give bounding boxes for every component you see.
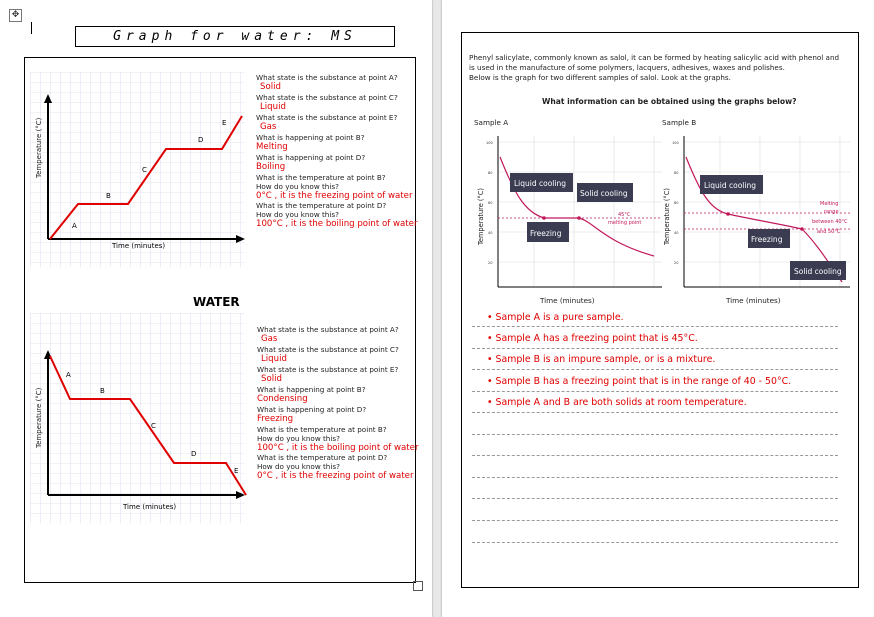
question: What state is the substance at point A?: [256, 73, 398, 82]
y-tick: 40: [674, 231, 679, 235]
answer: 0°C , it is the freezing point of water: [256, 191, 413, 201]
liquid-cooling-label: Liquid cooling: [514, 179, 566, 188]
answer-text: Sample B is an impure sample, or is a mixture.: [495, 354, 716, 365]
task-question: What information can be obtained using the graphs below?: [542, 97, 797, 106]
graph1-questions: [256, 73, 417, 229]
y-tick: 80: [488, 171, 493, 175]
answer: Solid: [261, 374, 282, 384]
answer: 100°C , it is the boiling point of water: [256, 219, 418, 229]
answer: Solid: [260, 82, 281, 92]
intro-line: Below is the graph for two different samples of salol. Look at the graphs.: [469, 73, 731, 82]
y-axis-label: Temperature (°C): [35, 387, 43, 448]
question: What state is the substance at point A?: [257, 325, 399, 334]
answer-item: • Sample A has a freezing point that is 45°C.: [487, 333, 698, 344]
answer: Gas: [260, 122, 277, 132]
question: What state is the substance at point C?: [256, 93, 398, 102]
text-cursor: [31, 22, 32, 34]
content-frame: [461, 32, 859, 588]
x-axis-label: Time (minutes): [112, 242, 166, 250]
move-handle-icon[interactable]: ✥: [9, 9, 22, 22]
answer: 100°C , it is the boiling point of water: [257, 443, 419, 453]
point-b-label: B: [100, 387, 105, 395]
graph2-questions: [257, 325, 418, 481]
question: What is the temperature at point B?: [256, 173, 386, 182]
question: What is happening at point D?: [256, 153, 366, 162]
question: What state is the substance at point E?: [257, 365, 399, 374]
answer-item: • Sample B has a freezing point that is in the range of 40 - 50°C.: [487, 376, 792, 387]
answer-text: Sample B has a freezing point that is in the range of 40 - 50°C.: [495, 376, 792, 387]
intro-line: is used in the manufacture of some polymers, lacquers, adhesives, waxes and polishes.: [469, 63, 785, 72]
point-b-label: B: [106, 192, 111, 200]
question: What is the temperature at point D?: [257, 453, 388, 462]
answer-text: Sample A has a freezing point that is 45°C.: [495, 333, 698, 344]
melting-range-label: range: [824, 209, 839, 215]
worksheet-page-1: [0, 0, 432, 617]
question: What is happening at point B?: [256, 133, 365, 142]
cooling-graph: [30, 313, 245, 523]
y-tick: 40: [488, 231, 493, 235]
liquid-cooling-label: Liquid cooling: [704, 181, 756, 190]
y-axis-label: Temperature (°C): [663, 188, 671, 245]
point-d-label: D: [191, 450, 197, 458]
question: How do you know this?: [256, 210, 339, 219]
y-tick: 60: [674, 201, 679, 205]
answer: Melting: [256, 142, 288, 152]
sample-a-title: Sample A: [474, 118, 509, 127]
question: What is happening at point D?: [257, 405, 367, 414]
answer-item: • Sample A is a pure sample.: [487, 312, 624, 323]
answer: Gas: [261, 334, 278, 344]
question: What state is the substance at point C?: [257, 345, 399, 354]
x-axis-label: Time (minutes): [726, 296, 781, 305]
y-tick: 60: [488, 201, 493, 205]
y-tick: 100: [672, 141, 679, 145]
point-c-label: C: [151, 422, 156, 430]
x-axis-label: Time (minutes): [123, 503, 177, 511]
question: What is happening at point B?: [257, 385, 366, 394]
heating-graph: [30, 72, 245, 267]
answer: Liquid: [260, 102, 286, 112]
y-axis-label: Temperature (°C): [35, 117, 43, 178]
intro-text: [469, 53, 839, 83]
point-a-label: A: [66, 371, 71, 379]
answer-item: • Sample B is an impure sample, or is a mixture.: [487, 354, 716, 365]
intro-line: Phenyl salicylate, commonly known as salol, it can be formed by heating salicylic acid with phenol and: [469, 53, 840, 62]
question: What is the temperature at point B?: [257, 425, 387, 434]
melting-range-label: Melting: [820, 201, 839, 207]
point-e-label: E: [222, 119, 227, 127]
question: How do you know this?: [256, 182, 339, 191]
melting-point-value: 45°C: [618, 212, 631, 218]
x-axis-label: Time (minutes): [540, 296, 595, 305]
melting-range-label: and 50°C: [817, 229, 841, 235]
solid-cooling-label: Solid cooling: [580, 189, 628, 198]
question: How do you know this?: [257, 434, 340, 443]
question: How do you know this?: [257, 462, 340, 471]
answer: Liquid: [261, 354, 287, 364]
point-d-label: D: [198, 136, 204, 144]
point-e-label: E: [234, 467, 239, 475]
y-tick: 100: [486, 141, 493, 145]
worksheet-page-2: [442, 0, 874, 617]
section-label: WATER: [193, 295, 240, 309]
answer: Freezing: [257, 414, 294, 424]
question: What is the temperature at point D?: [256, 201, 387, 210]
freezing-label: Freezing: [530, 229, 562, 238]
sample-b-graph: [672, 132, 850, 292]
y-tick: 20: [488, 261, 493, 265]
answer-text: Sample A and B are both solids at room temperature.: [495, 397, 747, 408]
melting-point-label: melting point: [608, 220, 642, 226]
point-c-label: C: [142, 166, 147, 174]
resize-handle[interactable]: [413, 581, 423, 591]
question: What state is the substance at point E?: [256, 113, 398, 122]
answer-item: • Sample A and B are both solids at room temperature.: [487, 397, 747, 408]
answer-text: Sample A is a pure sample.: [495, 312, 624, 323]
sample-a-graph: [486, 132, 662, 292]
answer: Condensing: [257, 394, 308, 404]
point-a-label: A: [72, 222, 77, 230]
y-tick: 80: [674, 171, 679, 175]
y-tick: 20: [674, 261, 679, 265]
answer: Boiling: [256, 162, 286, 172]
sample-b-title: Sample B: [662, 118, 697, 127]
page-title: Graph for water: MS: [75, 26, 395, 47]
y-axis-label: Temperature (°C): [477, 188, 485, 245]
solid-cooling-label: Solid cooling: [794, 267, 842, 276]
freezing-label: Freezing: [751, 235, 783, 244]
answer: 0°C , it is the freezing point of water: [257, 471, 414, 481]
melting-range-label: between 40°C: [812, 219, 848, 225]
